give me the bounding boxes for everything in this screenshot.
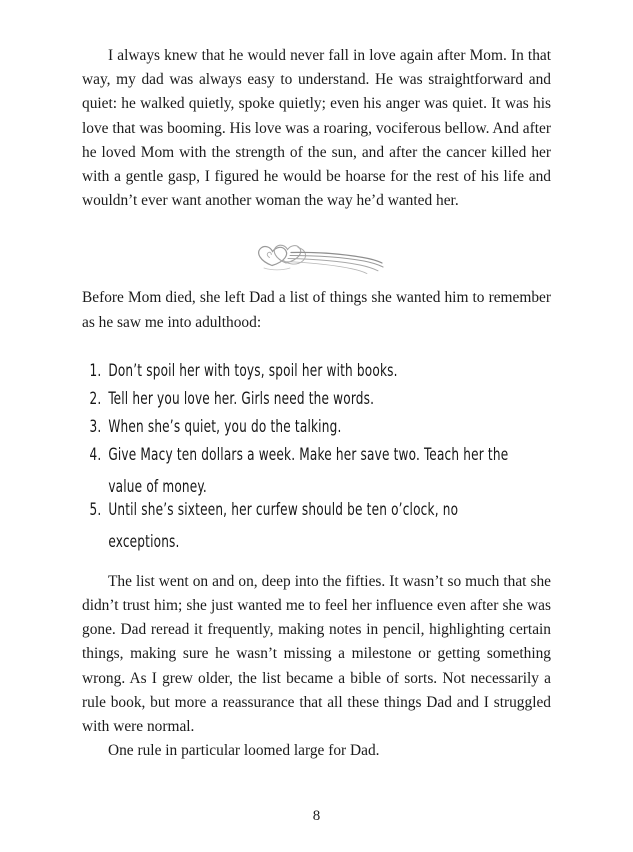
paragraph-2: Before Mom died, she left Dad a list of things she wanted him to remember as he saw me into adulthood: [82, 289, 551, 331]
page-number: 8 [312, 808, 321, 824]
list-item-number: 3. [89, 417, 102, 437]
list-item [82, 384, 523, 416]
list-item-text: Tell her you love her. Girls need the words. [108, 389, 375, 409]
list-item-number: 1. [89, 361, 102, 381]
list-item [82, 356, 523, 388]
list-item-text: Give Macy ten dollars a week. Make her save two. Teach her the value of money. [108, 445, 509, 497]
list-item [82, 440, 523, 504]
list-item-number: 4. [89, 445, 102, 465]
list-item-number: 2. [89, 389, 102, 409]
list-item-text: Until she’s sixteen, her curfew should be ten o’clock, no exceptions. [108, 500, 459, 552]
list-item [82, 412, 523, 444]
list-item-text: Don’t spoil her with toys, spoil her with books. [108, 361, 398, 381]
rules-list [82, 356, 551, 552]
page-text-block [82, 44, 551, 763]
paragraph-1: I always knew that he would never fall in love again after Mom. In that way, my dad was always easy to understand. He was straightforward and quiet: he walked quietly, spoke quietly; even his anger was quiet. It was his love that was booming. His love was a roaring, vociferous bellow. And after he loved Mom with the strength of the sun, and after the cancer killed her with a gentle gasp, I figured he would be hoarse for the rest of his life and wouldn’t ever want another woman the way he’d wanted her. [82, 47, 551, 210]
paragraph-4: One rule in particular loomed large for Dad. [108, 742, 380, 760]
list-item-number: 5. [89, 500, 102, 520]
list-item [82, 495, 523, 559]
paragraph-3: The list went on and on, deep into the fifties. It wasn’t so much that she didn’t trust him; she just wanted me to feel her influence even after she was gone. Dad reread it frequently, making notes in pencil, highlighting certain things, making sure he wasn’t missing a milestone or getting something wrong. As I grew older, the list became a bible of sorts. Not necessarily a rule book, but more a reassurance that all these things Dad and I struggled with were normal. [82, 572, 551, 736]
list-item-text: When she’s quiet, you do the talking. [108, 417, 342, 437]
hearts-flourish-ornament [82, 230, 551, 286]
